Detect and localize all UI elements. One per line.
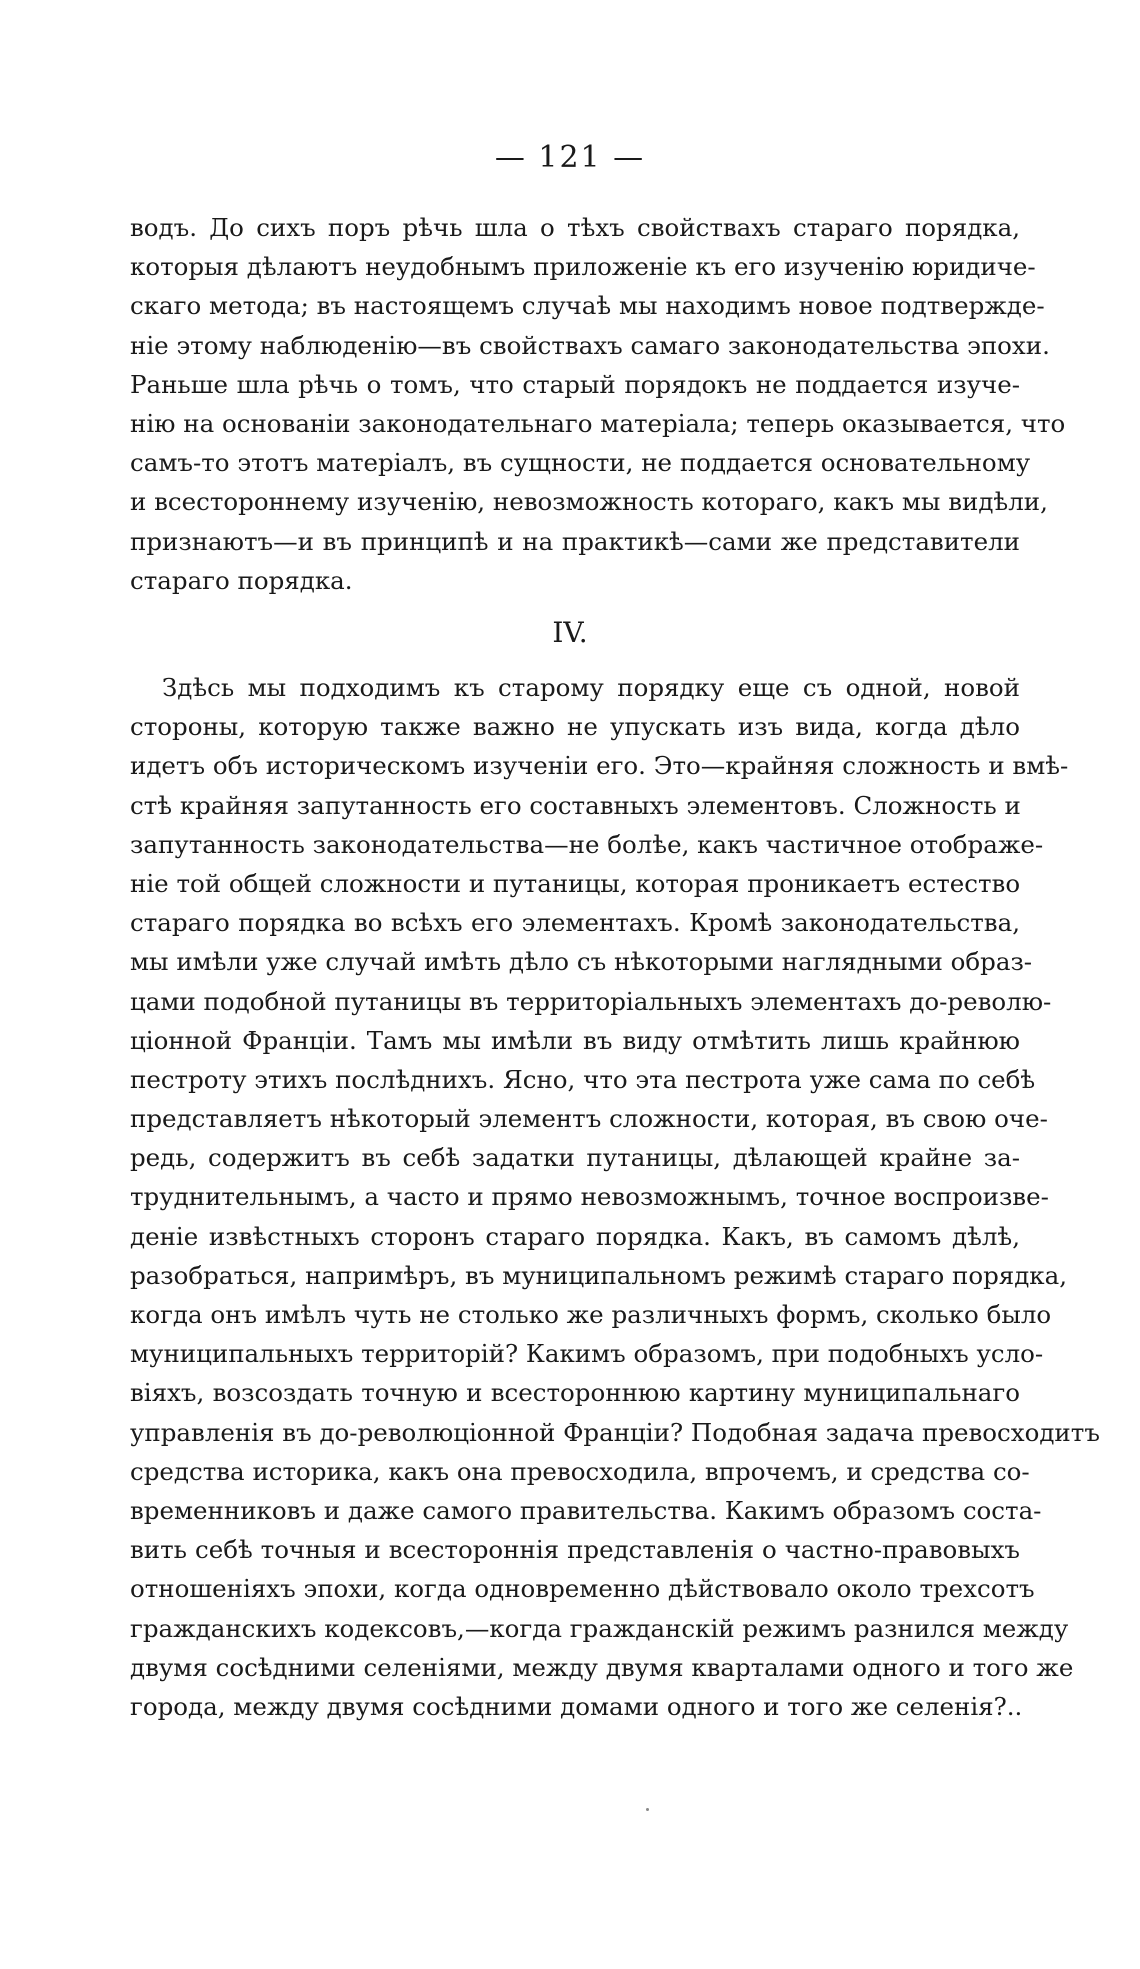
- text-line: вить себѣ точныя и всестороннія представленія о частно-правовыхъ: [130, 1535, 1020, 1565]
- text-line: самъ-то этотъ матеріалъ, въ сущности, не поддается основательному: [130, 448, 1031, 478]
- text-line: ніе той общей сложности и путаницы, которая проникаетъ естество: [130, 868, 1021, 898]
- section-heading: IV.: [552, 616, 588, 649]
- text-line: мы имѣли уже случай имѣть дѣло съ нѣкоторыми наглядными образ-: [130, 947, 1033, 977]
- text-line: представляетъ нѣкоторый элементъ сложности, которая, въ свою оче-: [130, 1104, 1048, 1134]
- text-line: города, между двумя сосѣдними домами одного и того же селенія?..: [130, 1691, 1023, 1721]
- text-line: нію на основаніи законодательнаго матеріала; теперь оказывается, что: [130, 408, 1066, 438]
- text-line: двумя сосѣдними селеніями, между двумя кварталами одного и того же: [130, 1652, 1074, 1682]
- text-line: ціонной Франціи. Тамъ мы имѣли въ виду отмѣтить лишь крайнюю: [130, 1025, 1020, 1055]
- text-line: которыя дѣлаютъ неудобнымъ приложеніе къ его изученію юридиче-: [130, 252, 1036, 282]
- text-line: стараго порядка.: [130, 565, 353, 595]
- text-line: Здѣсь мы подходимъ къ старому порядку еще съ одной, новой: [162, 673, 1020, 702]
- text-line: стороны, которую также важно не упускать изъ вида, когда дѣло: [130, 712, 1020, 742]
- text-line: когда онъ имѣлъ чуть не столько же различныхъ формъ, сколько было: [130, 1300, 1052, 1329]
- text-line: водъ. До сихъ поръ рѣчь шла о тѣхъ свойствахъ стараго порядка,: [130, 213, 1020, 242]
- text-line: отношеніяхъ эпохи, когда одновременно дѣйствовало около трехсотъ: [130, 1574, 1035, 1604]
- text-line: временниковъ и даже самого правительства. Какимъ образомъ соста-: [130, 1495, 1042, 1525]
- page-number: — 121 —: [494, 140, 646, 175]
- text-line: редь, содержитъ въ себѣ задатки путаницы, дѣлающей крайне за-: [130, 1143, 1020, 1173]
- text-line: труднительнымъ, а часто и прямо невозможнымъ, точное воспроизве-: [130, 1182, 1049, 1212]
- text-line: управленія въ до-революціонной Франціи? Подобная задача превосходитъ: [130, 1417, 1100, 1447]
- text-line: гражданскихъ кодексовъ,—когда гражданскій режимъ разнился между: [130, 1613, 1069, 1643]
- paragraph-continued: [130, 208, 1066, 600]
- text-line: запутанность законодательства—не болѣе, какъ частичное отображе-: [130, 829, 1044, 859]
- text-line: Раньше шла рѣчь о томъ, что старый порядокъ не поддается изуче-: [130, 369, 1020, 399]
- text-line: скаго метода; въ настоящемъ случаѣ мы находимъ новое подтвержде-: [130, 291, 1045, 321]
- text-line: признаютъ—и въ принципѣ и на практикѣ—сами же представители: [130, 526, 1020, 556]
- text-line: и всестороннему изученію, невозможность котораго, какъ мы видѣли,: [130, 487, 1048, 517]
- paragraph-section-iv: [130, 668, 1100, 1726]
- text-line: идетъ объ историческомъ изученіи его. Это—крайняя сложность и вмѣ-: [130, 751, 1069, 781]
- text-line: разобраться, напримѣръ, въ муниципальномъ режимѣ стараго порядка,: [130, 1260, 1068, 1290]
- text-line: пестроту этихъ послѣднихъ. Ясно, что эта пестрота уже сама по себѣ: [130, 1064, 1036, 1094]
- text-line: деніе извѣстныхъ сторонъ стараго порядка. Какъ, въ самомъ дѣлѣ,: [130, 1221, 1020, 1251]
- text-line: стѣ крайняя запутанность его составныхъ элементовъ. Сложность и: [130, 790, 1021, 820]
- text-line: віяхъ, возсоздать точную и всестороннюю картину муниципальнаго: [130, 1378, 1020, 1408]
- paper-speck: [646, 1808, 649, 1811]
- text-line: цами подобной путаницы въ территоріальныхъ элементахъ до-револю-: [130, 986, 1052, 1016]
- text-line: ніе этому наблюденію—въ свойствахъ самаго законодательства эпохи.: [130, 330, 1050, 360]
- text-line: средства историка, какъ она превосходила, впрочемъ, и средства со-: [130, 1456, 1030, 1486]
- text-line: муниципальныхъ территорій? Какимъ образомъ, при подобныхъ усло-: [130, 1339, 1044, 1369]
- text-line: стараго порядка во всѣхъ его элементахъ. Кромѣ законодательства,: [130, 908, 1020, 938]
